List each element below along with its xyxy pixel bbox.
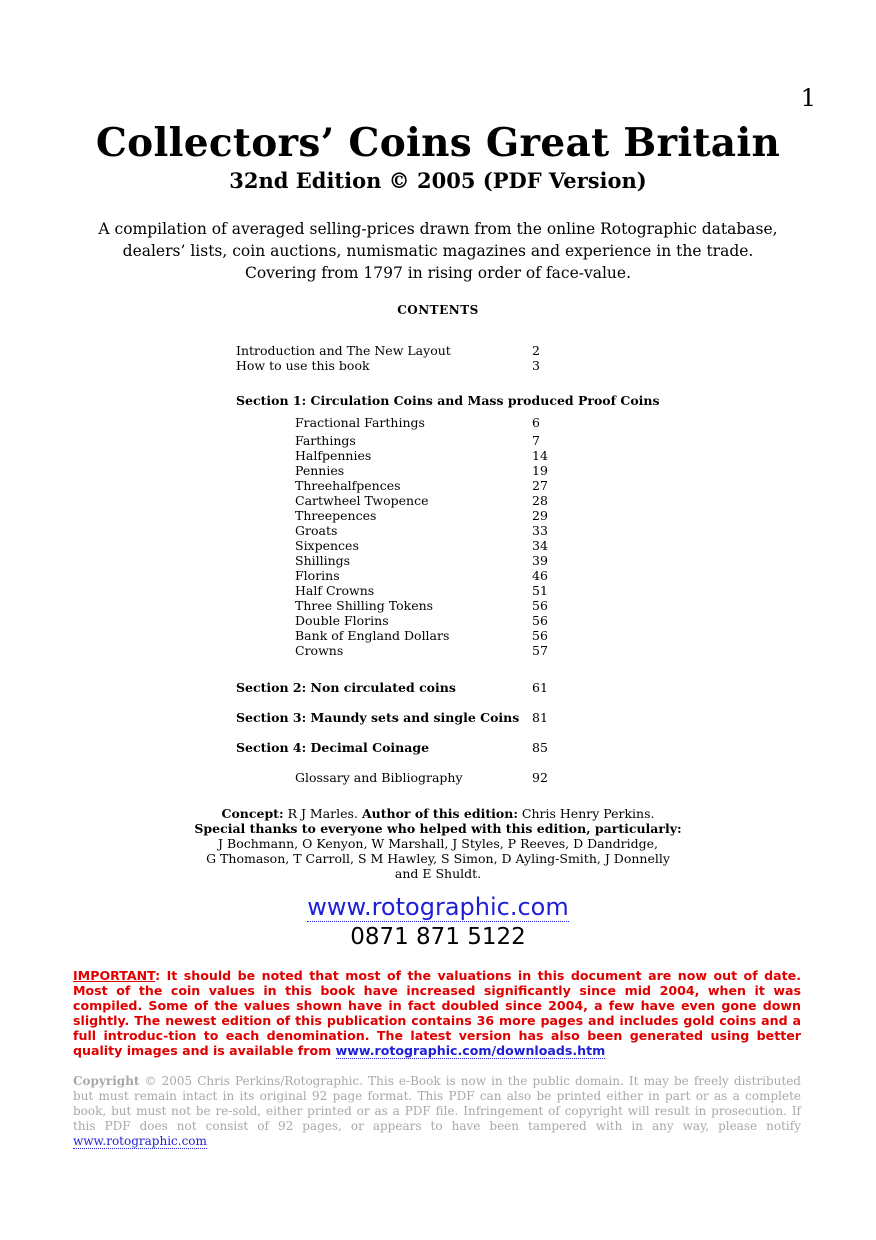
thanks-line: and E Shuldt. — [394, 866, 482, 881]
toc-entry-label: Cartwheel Twopence — [295, 493, 429, 508]
thanks-line: J Bochmann, O Kenyon, W Marshall, J Styles, P Reeves, D Dandridge, — [218, 836, 658, 851]
toc-entry-label: Shillings — [295, 553, 351, 568]
description-line: dealers’ lists, coin auctions, numismatic magazines and experience in the trade. — [122, 242, 754, 260]
toc-entry-label: Three Shilling Tokens — [295, 598, 434, 613]
toc-section-page: 81 — [532, 710, 548, 725]
author-label: Author of this edition: — [361, 806, 518, 821]
toc-entry-label: Florins — [295, 568, 340, 583]
thanks-line: G Thomason, T Carroll, S M Hawley, S Simon, D Ayling-Smith, J Donnelly — [206, 851, 670, 866]
concept-value: R J Marles. — [287, 806, 358, 821]
thanks-heading: Special thanks to everyone who helped with this edition, particularly: — [194, 821, 682, 836]
toc-section-page: 61 — [532, 680, 548, 695]
toc-entry-page: 46 — [532, 568, 548, 583]
toc-section-label: Section 3: Maundy sets and single Coins — [236, 710, 520, 725]
important-notice — [73, 968, 801, 1058]
important-text: : It should be noted that most of the valuations in this document are now out of date. Most of the coin values in this book have increased significantly since mid 2004, when it was compiled. Some of the values shown have in fact doubled since 2004, a few have even gone down slightly. The newest edition of this publication contains 36 more pages and includes gold coins and a full introduc-tion to each denomination. The latest version has also been generated using better quality images and is available from — [73, 968, 801, 1058]
toc-section-label: Section 2: Non circulated coins — [236, 680, 456, 695]
toc-entry-label: Pennies — [295, 463, 345, 478]
document-title: Collectors’ Coins Great Britain — [95, 120, 781, 166]
toc-entry-label: Groats — [295, 523, 338, 538]
toc-entry-page: 27 — [532, 478, 548, 493]
contents-heading: CONTENTS — [397, 303, 479, 317]
description — [60, 218, 816, 284]
toc-entry-label: Double Florins — [295, 613, 389, 628]
toc-section-label: Section 4: Decimal Coinage — [236, 740, 430, 755]
toc-entry-page: 56 — [532, 613, 548, 628]
important-label: IMPORTANT — [73, 968, 156, 983]
toc-entry-page: 28 — [532, 493, 548, 508]
toc-entry-label: Fractional Farthings — [295, 415, 425, 430]
toc-entry-page: 56 — [532, 628, 548, 643]
toc-entry-page: 33 — [532, 523, 548, 538]
copyright-text: © 2005 Chris Perkins/Rotographic. This e-Book is now in the public domain. It may be freely distributed but must remain intact in its original 92 page format. This PDF can also be printed either in part or as a complete book, but must not be re-sold, either printed or as a PDF file. Infringement of copyright will result in prosecution. If this PDF does not consist of 92 pages, or appears to have been tampered with in any way, please notify — [73, 1074, 801, 1133]
toc-entry-page: 6 — [532, 415, 540, 430]
toc-entry-page: 7 — [532, 433, 540, 448]
toc-entry-label: Sixpences — [295, 538, 359, 553]
credits-line-authors — [0, 806, 876, 821]
description-line: Covering from 1797 in rising order of face-value. — [244, 264, 632, 282]
toc-entry-label: Threehalfpences — [295, 478, 401, 493]
toc-entry-label: How to use this book — [236, 358, 370, 373]
toc-entry-page: 29 — [532, 508, 548, 523]
description-line: A compilation of averaged selling-prices drawn from the online Rotographic database, — [98, 220, 778, 238]
page-number: 1 — [800, 84, 816, 112]
website-link[interactable]: www.rotographic.com — [307, 893, 569, 921]
credits — [0, 806, 876, 881]
toc-entry-page: 92 — [532, 770, 548, 785]
toc-entry-label: Farthings — [295, 433, 356, 448]
toc-entry-page: 34 — [532, 538, 548, 553]
toc-entry-page: 56 — [532, 598, 548, 613]
toc-entry-label: Half Crowns — [295, 583, 375, 598]
toc-section-page: 85 — [532, 740, 548, 755]
toc-entry-page: 39 — [532, 553, 548, 568]
toc-entry-page: 3 — [532, 358, 540, 373]
toc-entry-page: 2 — [532, 343, 540, 358]
toc-entry-label: Bank of England Dollars — [295, 628, 450, 643]
toc-entry-label: Glossary and Bibliography — [295, 770, 463, 785]
toc-entry-page: 19 — [532, 463, 548, 478]
edition-subtitle: 32nd Edition © 2005 (PDF Version) — [229, 168, 647, 193]
toc-entry-label: Introduction and The New Layout — [236, 343, 451, 358]
copyright-label: Copyright — [73, 1074, 140, 1088]
website — [0, 893, 876, 921]
copyright-website-link[interactable]: www.rotographic.com — [73, 1134, 207, 1148]
concept-label: Concept: — [221, 806, 284, 821]
phone-number: 0871 871 5122 — [350, 924, 526, 950]
author-value: Chris Henry Perkins. — [521, 806, 655, 821]
downloads-link[interactable]: www.rotographic.com/downloads.htm — [335, 1043, 606, 1058]
toc-entry-page: 14 — [532, 448, 548, 463]
toc-section-label: Section 1: Circulation Coins and Mass produced Proof Coins — [236, 393, 660, 408]
toc-entry-label: Halfpennies — [295, 448, 372, 463]
copyright-notice — [73, 1074, 801, 1149]
toc-entry-page: 57 — [532, 643, 548, 658]
toc-entry-page: 51 — [532, 583, 548, 598]
toc-entry-label: Crowns — [295, 643, 344, 658]
toc-entry-label: Threepences — [295, 508, 377, 523]
